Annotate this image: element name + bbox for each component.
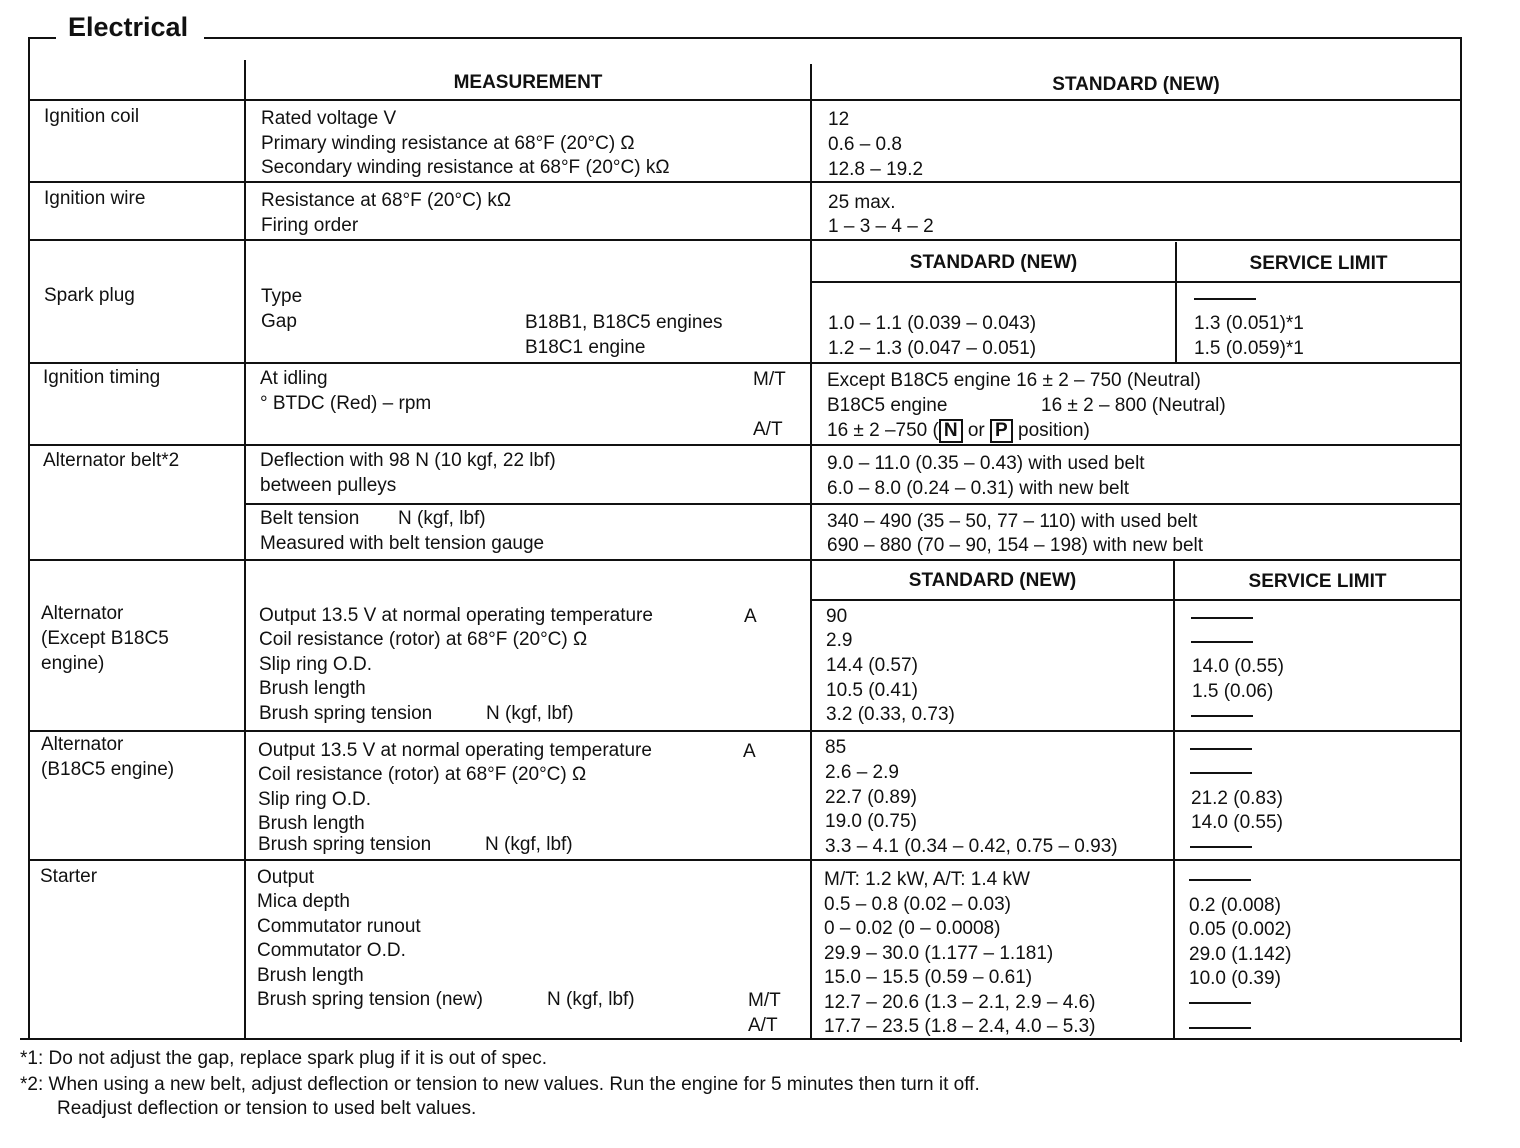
m-text: At idling <box>260 368 328 389</box>
footnote-2-cont: Readjust deflection or tension to used belt values. <box>57 1098 477 1119</box>
m-text: Deflection with 98 N (10 kgf, 22 lbf) <box>260 450 556 471</box>
row-line-5 <box>28 444 1460 446</box>
m-text: Coil resistance (rotor) at 68°F (20°C) Ω <box>258 764 587 785</box>
label-alternator-b18c5: (B18C5 engine) <box>41 759 175 780</box>
s-text: 29.9 – 30.0 (1.177 – 1.181) <box>824 943 1054 964</box>
s-text: 12.7 – 20.6 (1.3 – 2.1, 2.9 – 4.6) <box>824 992 1096 1013</box>
s-text: B18C5 engine <box>827 395 948 416</box>
s-text: 17.7 – 23.5 (1.8 – 2.4, 4.0 – 5.3) <box>824 1016 1096 1037</box>
label-alternator-b18c5: Alternator <box>41 734 124 755</box>
s-text: 25 max. <box>828 192 896 213</box>
s-text: 340 – 490 (35 – 50, 77 – 110) with used belt <box>827 511 1198 532</box>
m-text: Brush spring tension <box>258 834 432 855</box>
l-text: 1.5 (0.059)*1 <box>1194 338 1304 359</box>
s-text: Except B18C5 engine 16 ± 2 – 750 (Neutral) <box>827 370 1201 391</box>
s-text: 0.5 – 0.8 (0.02 – 0.03) <box>824 894 1011 915</box>
row-line-7 <box>28 730 1460 732</box>
label-alternator-belt: Alternator belt*2 <box>43 450 180 471</box>
m-text: Firing order <box>261 215 359 236</box>
m-text: Brush length <box>259 678 366 699</box>
label-ignition-wire: Ignition wire <box>44 188 146 209</box>
label-alternator: (Except B18C5 <box>41 628 169 649</box>
park-box: P <box>990 419 1013 443</box>
row-line-5b <box>244 503 1460 505</box>
m-unit: N (kgf, lbf) <box>486 703 574 724</box>
frame-bottom <box>20 1038 1460 1040</box>
m-text: Coil resistance (rotor) at 68°F (20°C) Ω <box>259 629 588 650</box>
footnote-2: *2: When using a new belt, adjust deflection or tension to new values. Run the engine for 5 minutes then turn it off. <box>20 1074 980 1095</box>
label-alternator: Alternator <box>41 603 124 624</box>
m-text: Slip ring O.D. <box>258 789 371 810</box>
l-text: 10.0 (0.39) <box>1189 968 1281 989</box>
m-unit: A <box>743 741 756 762</box>
header-standard-sub: STANDARD (NEW) <box>909 252 1078 273</box>
m-text: Output <box>257 867 315 888</box>
m-text: Belt tension <box>260 508 360 529</box>
m-text: Output 13.5 V at normal operating temperature <box>258 740 652 761</box>
m-text: between pulleys <box>260 475 397 496</box>
mt-text: M/T <box>753 369 786 390</box>
row-line-1 <box>28 99 1460 101</box>
frame-left <box>28 37 30 1039</box>
row-line-2 <box>28 181 1460 183</box>
frame-top-left <box>28 37 56 39</box>
dash <box>1190 748 1252 750</box>
s-text: 10.5 (0.41) <box>826 680 918 701</box>
s-text: 1.2 – 1.3 (0.047 – 0.051) <box>828 338 1037 359</box>
label-spark-plug: Spark plug <box>44 285 135 306</box>
s-text: 16 ± 2 – 800 (Neutral) <box>1041 395 1226 416</box>
s-text: 19.0 (0.75) <box>825 811 917 832</box>
l-text: 1.5 (0.06) <box>1192 681 1274 702</box>
dash <box>1189 1002 1251 1004</box>
label-alternator: engine) <box>41 653 105 674</box>
s-text: or <box>967 420 985 441</box>
s-text: 15.0 – 15.5 (0.59 – 0.61) <box>824 967 1033 988</box>
header-measurement: MEASUREMENT <box>453 72 603 93</box>
dash <box>1189 1027 1251 1029</box>
header-standard-sub: STANDARD (NEW) <box>908 570 1077 591</box>
s-text: M/T: 1.2 kW, A/T: 1.4 kW <box>824 869 1030 890</box>
m-text: Primary winding resistance at 68°F (20°C) Ω <box>261 133 635 154</box>
m-unit: N (kgf, lbf) <box>485 834 573 855</box>
dash <box>1189 879 1251 881</box>
col-line-3b <box>1173 560 1175 1040</box>
s-text: position) <box>1018 420 1090 441</box>
s-text: 690 – 880 (70 – 90, 154 – 198) with new belt <box>827 535 1204 556</box>
m-text: Brush spring tension <box>259 703 433 724</box>
row-line-6 <box>28 559 1460 561</box>
s-text: 2.6 – 2.9 <box>825 762 899 783</box>
m-text: Brush length <box>258 813 365 834</box>
row-line-4 <box>28 362 1460 364</box>
s-text-position <box>827 419 1090 443</box>
m-unit: N (kgf, lbf) <box>547 989 635 1010</box>
s-text: 0 – 0.02 (0 – 0.0008) <box>824 918 1001 939</box>
at-text: A/T <box>748 1015 778 1036</box>
s-text: 1.0 – 1.1 (0.039 – 0.043) <box>828 313 1037 334</box>
col-line-1 <box>244 60 246 1040</box>
m-text: Brush spring tension (new) <box>257 989 483 1010</box>
s-text: 3.3 – 4.1 (0.34 – 0.42, 0.75 – 0.93) <box>825 836 1118 857</box>
frame-right <box>1460 37 1462 1042</box>
dash <box>1191 617 1253 619</box>
m-text: Output 13.5 V at normal operating temperature <box>259 605 653 626</box>
l-text: 1.3 (0.051)*1 <box>1194 313 1304 334</box>
m-text: ° BTDC (Red) – rpm <box>260 393 432 414</box>
row-line-3 <box>28 239 1460 241</box>
mt-text: M/T <box>748 990 781 1011</box>
header-service-limit: SERVICE LIMIT <box>1249 253 1388 274</box>
engine-text: B18C1 engine <box>525 337 646 358</box>
sub-hdr-line-1 <box>810 281 1460 283</box>
m-unit: N (kgf, lbf) <box>398 508 486 529</box>
neutral-box: N <box>939 419 963 443</box>
label-starter: Starter <box>40 866 98 887</box>
m-unit: A <box>744 606 757 627</box>
m-text: Slip ring O.D. <box>259 654 372 675</box>
m-text: Commutator runout <box>257 916 421 937</box>
l-text: 14.0 (0.55) <box>1191 812 1283 833</box>
s-text: 16 ± 2 –750 ( <box>827 420 939 441</box>
label-ignition-coil: Ignition coil <box>44 106 140 127</box>
col-line-2 <box>810 64 812 1040</box>
m-text: Measured with belt tension gauge <box>260 533 545 554</box>
dash <box>1191 715 1253 717</box>
dash <box>1190 846 1252 848</box>
label-ignition-timing: Ignition timing <box>43 367 161 388</box>
s-text: 6.0 – 8.0 (0.24 – 0.31) with new belt <box>827 478 1130 499</box>
s-text: 9.0 – 11.0 (0.35 – 0.43) with used belt <box>827 453 1145 474</box>
s-text: 12.8 – 19.2 <box>828 159 924 180</box>
s-text: 85 <box>825 737 847 758</box>
row-line-8 <box>28 859 1460 861</box>
m-text: Type <box>261 286 303 307</box>
header-standard: STANDARD (NEW) <box>1052 74 1220 95</box>
footnote-1: *1: Do not adjust the gap, replace spark plug if it is out of spec. <box>20 1048 548 1069</box>
s-text: 0.6 – 0.8 <box>828 134 902 155</box>
l-text: 0.2 (0.008) <box>1189 895 1281 916</box>
s-text: 2.9 <box>826 630 853 651</box>
m-text: Secondary winding resistance at 68°F (20°C) kΩ <box>261 157 670 178</box>
dash <box>1191 641 1253 643</box>
s-text: 22.7 (0.89) <box>825 787 917 808</box>
m-text: Resistance at 68°F (20°C) kΩ <box>261 190 512 211</box>
s-text: 90 <box>826 606 848 627</box>
section-title: Electrical <box>68 12 189 42</box>
l-text: 0.05 (0.002) <box>1189 919 1292 940</box>
s-text: 1 – 3 – 4 – 2 <box>828 216 934 237</box>
m-text: Commutator O.D. <box>257 940 406 961</box>
header-service-limit: SERVICE LIMIT <box>1248 571 1387 592</box>
m-text: Rated voltage V <box>261 108 397 129</box>
l-text: 29.0 (1.142) <box>1189 944 1292 965</box>
dash <box>1194 298 1256 300</box>
s-text: 12 <box>828 109 850 130</box>
sub-hdr-line-2 <box>810 599 1460 601</box>
l-text: 14.0 (0.55) <box>1192 656 1284 677</box>
m-text: Mica depth <box>257 891 350 912</box>
l-text: 21.2 (0.83) <box>1191 788 1283 809</box>
m-text: Brush length <box>257 965 364 986</box>
frame-top-right <box>204 37 1462 39</box>
at-text: A/T <box>753 419 783 440</box>
s-text: 3.2 (0.33, 0.73) <box>826 704 955 725</box>
m-text: Gap <box>261 311 297 332</box>
s-text: 14.4 (0.57) <box>826 655 918 676</box>
dash <box>1190 772 1252 774</box>
engine-text: B18B1, B18C5 engines <box>525 312 723 333</box>
